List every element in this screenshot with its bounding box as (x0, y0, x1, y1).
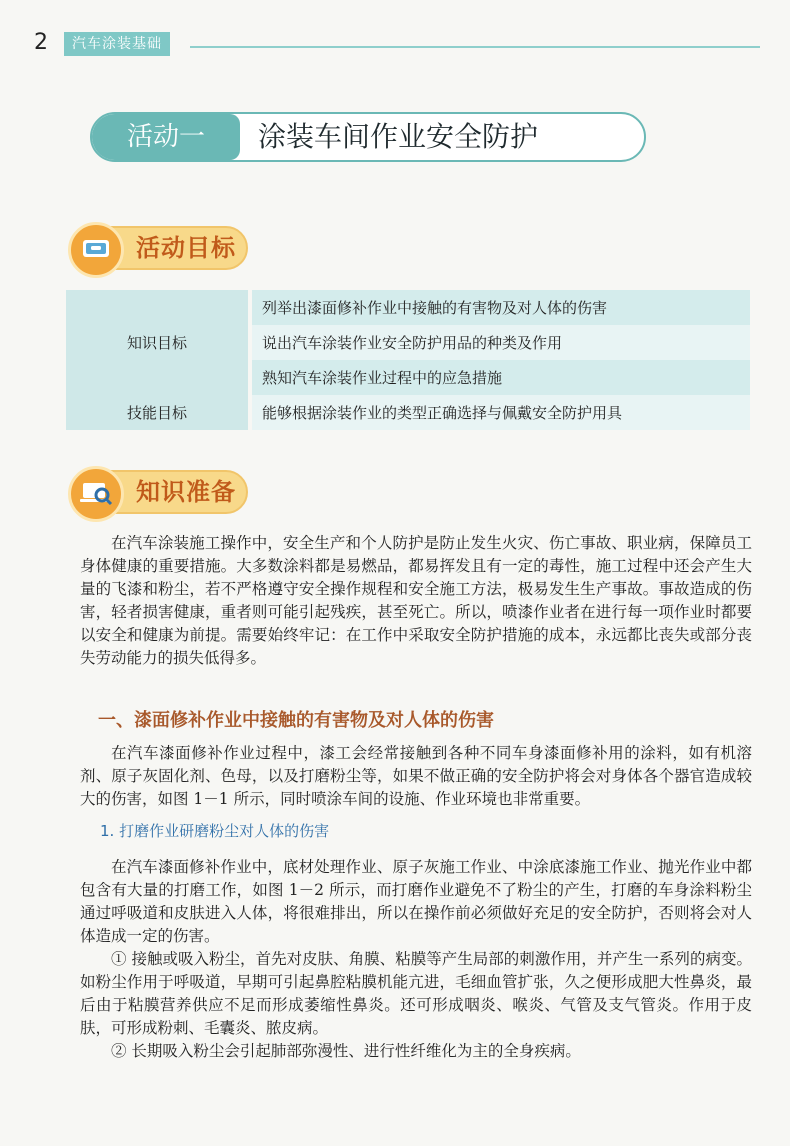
activity-banner (90, 112, 646, 162)
para2-block (80, 856, 752, 1063)
category-label: 知识目标 (126, 334, 187, 352)
goals-section-header (72, 226, 248, 270)
intro-paragraph-block (80, 532, 752, 670)
category-cell: 技能目标 (66, 395, 248, 430)
header-divider (190, 46, 760, 48)
table-row (66, 395, 750, 430)
activity-title: 涂装车间作业安全防护 (258, 120, 539, 153)
laptop-search-icon (68, 466, 124, 522)
goal-cell: 熟知汽车涂装作业过程中的应急措施 (252, 360, 750, 395)
goal-cell: 列举出漆面修补作业中接触的有害物及对人体的伤害 (252, 290, 750, 325)
goals-section-title: 活动目标 (136, 234, 236, 262)
goal-cell: 能够根据涂装作业的类型正确选择与佩戴安全防护用具 (252, 395, 750, 430)
paragraph: 在汽车漆面修补作业中，底材处理作业、原子灰施工作业、中涂底漆施工作业、抛光作业中都包含有大量的打磨工作，如图 1－2 所示，而打磨作业避免不了粉尘的产生，打磨的车身涂料粉尘通过呼吸道和皮肤进入人体，将很难排出，所以在操作前必须做好充足的安全防护，否则将会对人体造成一定的伤害。 (80, 858, 752, 945)
goal-cell: 说出汽车涂装作业安全防护用品的种类及作用 (252, 325, 750, 360)
category-cell (66, 290, 248, 395)
goals-table (66, 290, 750, 430)
knowledge-section-header (72, 470, 248, 514)
table-row (66, 290, 750, 325)
intro-paragraph: 在汽车涂装施工操作中，安全生产和个人防护是防止发生火灾、伤亡事故、职业病，保障员工身体健康的重要措施。大多数涂料都是易燃品，都易挥发且有一定的毒性，施工过程中还会产生大量的飞漆和粉尘，若不严格遵守安全操作规程和安全施工方法，极易发生生产事故。事故造成的伤害，轻者损害健康，重者则可能引起残疾，甚至死亡。所以，喷漆作业者在进行每一项作业时都要以安全和健康为前提。需要始终牢记：在工作中采取安全防护措施的成本，永远都比丧失或部分丧失劳动能力的损失低得多。 (80, 534, 752, 667)
car-icon (68, 222, 124, 278)
knowledge-section-title: 知识准备 (136, 478, 236, 506)
activity-label: 活动一 (92, 114, 240, 160)
subsection-heading: 1. 打磨作业研磨粉尘对人体的伤害 (100, 822, 330, 840)
section-heading: 一、漆面修补作业中接触的有害物及对人体的伤害 (98, 710, 494, 731)
paragraph: ② 长期吸入粉尘会引起肺部弥漫性、进行性纤维化为主的全身疾病。 (111, 1042, 581, 1060)
paragraph: 在汽车漆面修补作业过程中，漆工会经常接触到各种不同车身漆面修补用的涂料，如有机溶剂、原子灰固化剂、色母，以及打磨粉尘等，如果不做正确的安全防护将会对身体各个器官造成较大的伤害，如图 1－1 所示，同时喷涂车间的设施、作业环境也非常重要。 (80, 744, 752, 808)
paragraph: ① 接触或吸入粉尘，首先对皮肤、角膜、粘膜等产生局部的刺激作用，并产生一系列的病变。如粉尘作用于呼吸道，早期可引起鼻腔粘膜机能亢进，毛细血管扩张，久之便形成肥大性鼻炎，最后由于粘膜营养供应不足而形成萎缩性鼻炎。还可形成咽炎、喉炎、气管及支气管炎。作用于皮肤，可形成粉刺、毛囊炎、脓皮病。 (80, 950, 752, 1037)
book-title-tag: 汽车涂装基础 (64, 32, 170, 56)
para1-block (80, 742, 752, 811)
page-number: 2 (34, 30, 48, 55)
